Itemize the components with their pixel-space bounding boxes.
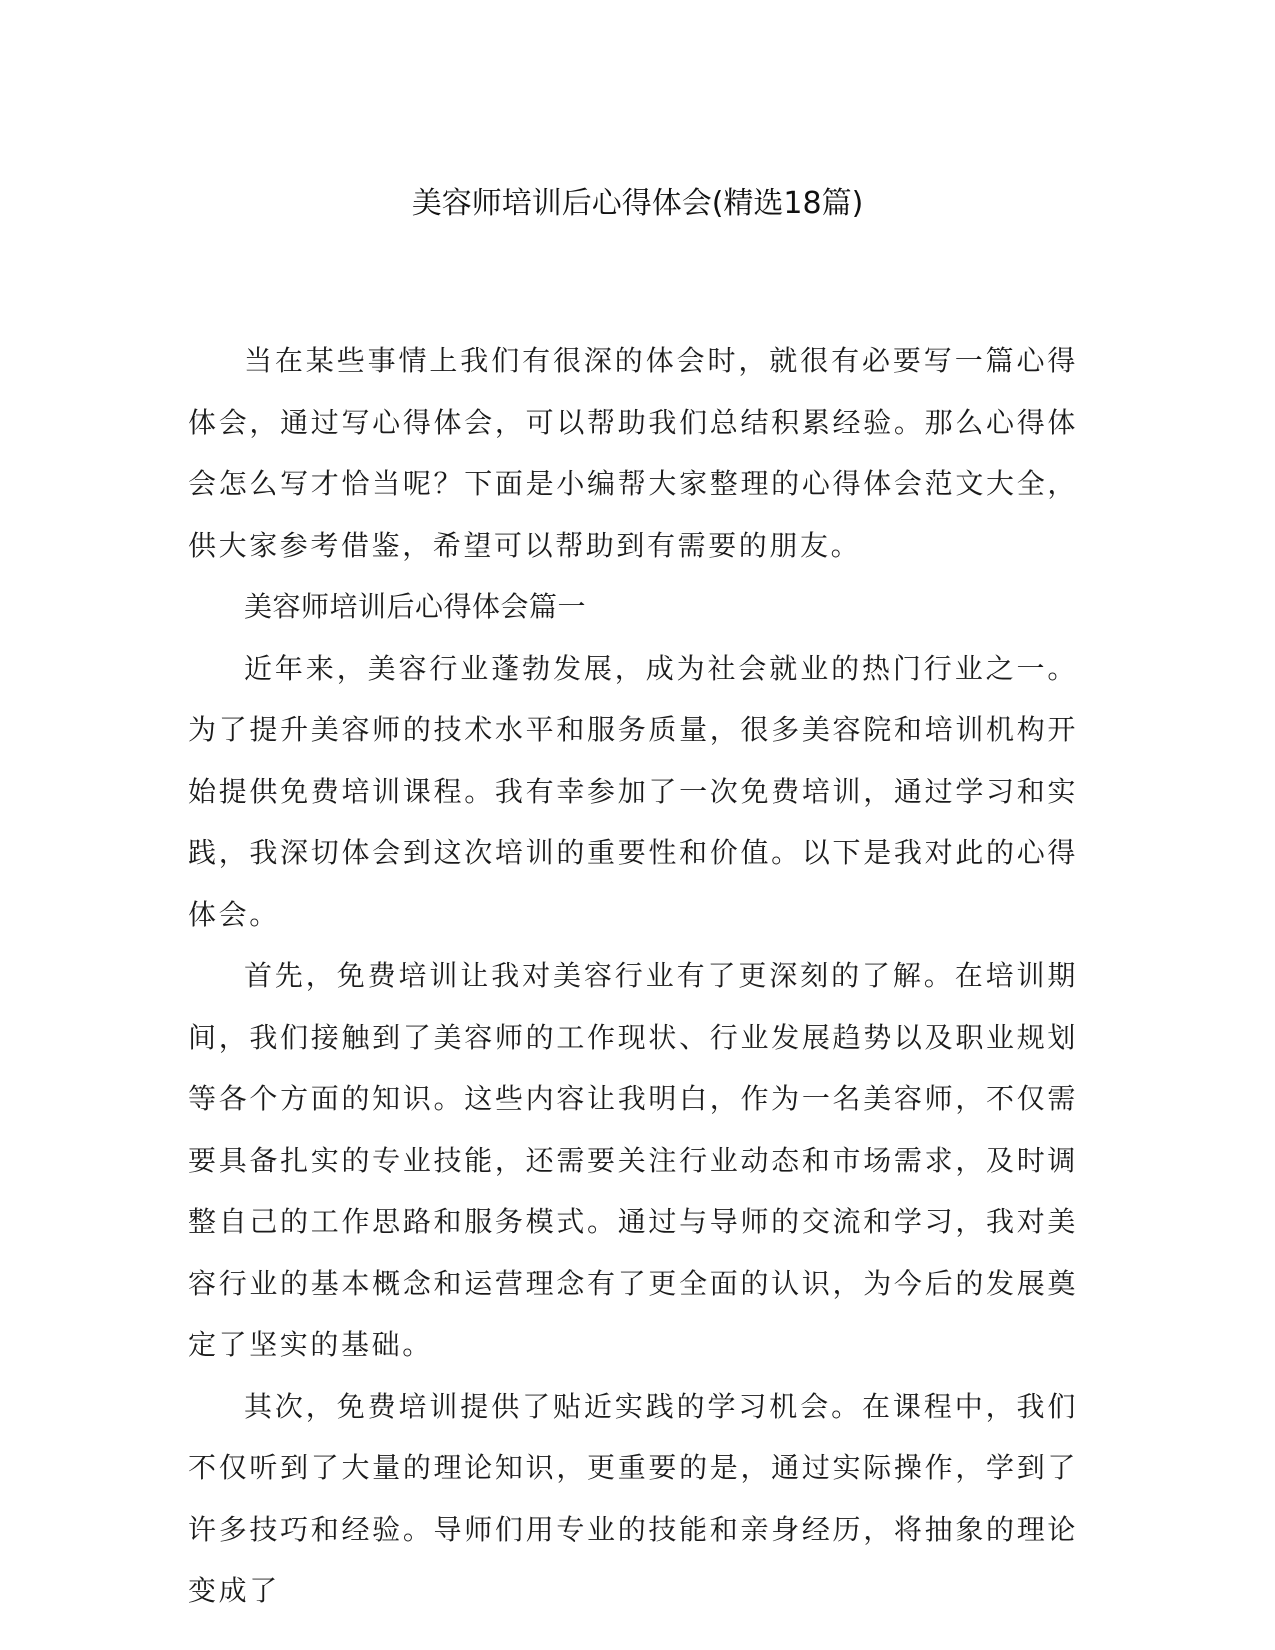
body-paragraph: 其次，免费培训提供了贴近实践的学习机会。在课程中，我们不仅听到了大量的理论知识，更重要的是，通过实际操作，学到了许多技巧和经验。导师们用专业的技能和亲身经历，将抽象的理论变成了 [188,1389,1078,1607]
body-paragraph: 首先，免费培训让我对美容行业有了更深刻的了解。在培训期间，我们接触到了美容师的工作现状、行业发展趋势以及职业规划等各个方面的知识。这些内容让我明白，作为一名美容师，不仅需要具备扎实的专业技能，还需要关注行业动态和市场需求，及时调整自己的工作思路和服务模式。通过与导师的交流和学习，我对美容行业的基本概念和运营理念有了更全面的认识，为今后的发展奠定了坚实的基础。 [188,959,1078,1361]
intro-paragraph: 当在某些事情上我们有很深的体会时，就很有必要写一篇心得体会，通过写心得体会，可以帮助我们总结积累经验。那么心得体会怎么写才恰当呢？下面是小编帮大家整理的心得体会范文大全，供大家参考借鉴，希望可以帮助到有需要的朋友。 [188,344,1078,562]
document-body [188,330,1078,1622]
body-paragraph: 近年来，美容行业蓬勃发展，成为社会就业的热门行业之一。为了提升美容师的技术水平和服务质量，很多美容院和培训机构开始提供免费培训课程。我有幸参加了一次免费培训，通过学习和实践，我深切体会到这次培训的重要性和价值。以下是我对此的心得体会。 [188,651,1078,931]
section-heading: 美容师培训后心得体会篇一 [244,590,587,623]
document-title: 美容师培训后心得体会(精选18篇) [411,186,864,221]
